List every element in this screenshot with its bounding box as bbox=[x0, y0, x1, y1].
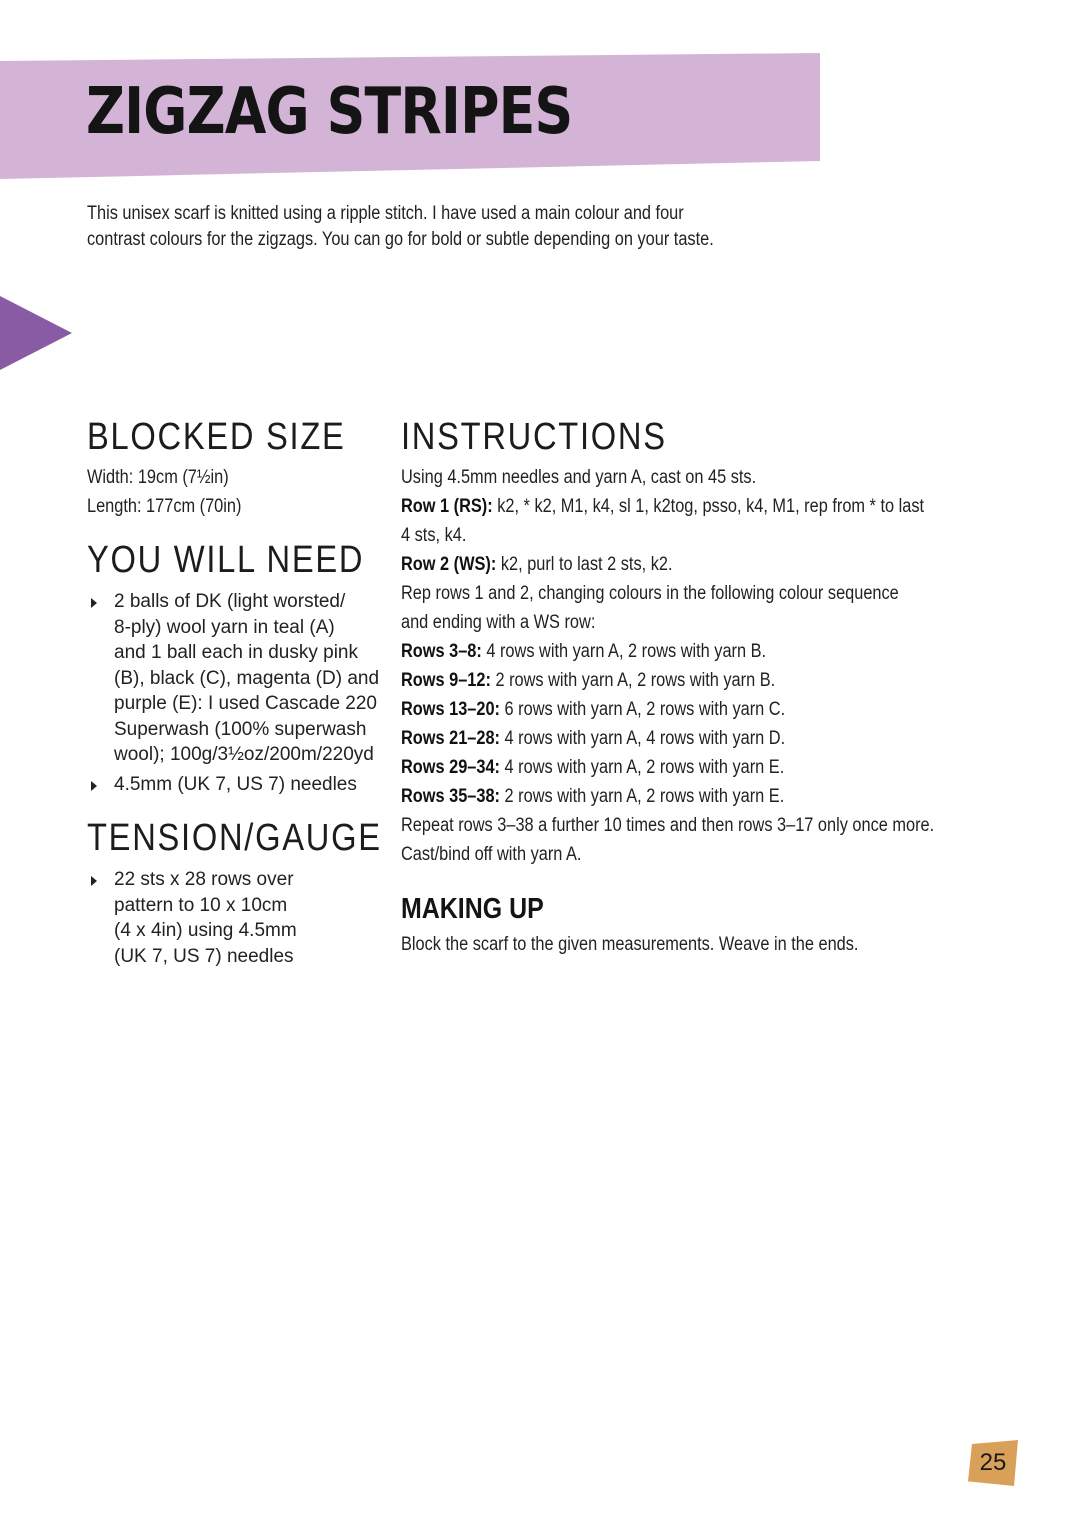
making-up-heading: MAKING UP bbox=[401, 893, 544, 925]
row-text: 2 rows with yarn A, 2 rows with yarn B. bbox=[490, 670, 776, 691]
cast-off-line: Cast/bind off with yarn A. bbox=[401, 844, 582, 865]
instructions-body bbox=[401, 463, 934, 869]
tension-heading: TENSION/GAUGE bbox=[87, 817, 382, 859]
row-text: 4 rows with yarn A, 2 rows with yarn B. bbox=[481, 641, 767, 662]
bullet-icon bbox=[91, 598, 97, 608]
left-column bbox=[87, 414, 387, 969]
list-item-line: pattern to 10 x 10cm bbox=[114, 894, 288, 916]
blocked-size-section bbox=[87, 463, 345, 521]
page-number: 25 bbox=[979, 1449, 1007, 1476]
list-item-line: purple (E): I used Cascade 220 bbox=[114, 693, 377, 714]
row-label: Rows 3–8: bbox=[401, 641, 482, 662]
repeat-instruction-line: Rep rows 1 and 2, changing colours in the following colour sequence bbox=[401, 583, 899, 604]
row-sequence-line bbox=[401, 724, 934, 753]
instructions-heading: INSTRUCTIONS bbox=[401, 416, 667, 458]
repeat-line: Repeat rows 3–38 a further 10 times and then rows 3–17 only once more. bbox=[401, 815, 935, 836]
list-item-line: wool); 100g/3½oz/200m/220yd bbox=[114, 744, 374, 765]
blocked-size-length: Length: 177cm (70in) bbox=[87, 496, 242, 517]
list-item bbox=[87, 772, 387, 798]
list-item-line: 8-ply) wool yarn in teal (A) bbox=[114, 616, 335, 638]
list-item-line: and 1 ball each in dusky pink bbox=[114, 642, 358, 663]
row-label: Rows 13–20: bbox=[401, 699, 501, 720]
list-item-line: (B), black (C), magenta (D) and bbox=[114, 667, 380, 689]
page-title: ZIGZAG STRIPES bbox=[86, 75, 573, 149]
list-item-line: 2 balls of DK (light worsted/ bbox=[114, 591, 346, 612]
row-label: Rows 21–28: bbox=[401, 728, 501, 749]
row-sequence-line bbox=[401, 666, 934, 695]
row-2-line bbox=[401, 550, 934, 579]
intro-line: contrast colours for the zigzags. You can go for bold or subtle depending on your taste. bbox=[87, 229, 714, 250]
bullet-icon bbox=[91, 781, 97, 791]
row-text: k2, purl to last 2 sts, k2. bbox=[496, 554, 673, 575]
row-text: 4 rows with yarn A, 2 rows with yarn E. bbox=[500, 757, 785, 778]
row-sequence-line bbox=[401, 753, 934, 782]
row-sequence-line bbox=[401, 637, 934, 666]
row-sequence-line bbox=[401, 695, 934, 724]
row-sequence-line bbox=[401, 782, 934, 811]
right-column bbox=[401, 414, 1021, 959]
row-1-continuation: 4 sts, k4. bbox=[401, 525, 467, 546]
row-text: 6 rows with yarn A, 2 rows with yarn C. bbox=[500, 699, 786, 720]
list-item-line: Superwash (100% superwash bbox=[114, 718, 367, 740]
tension-list bbox=[87, 867, 387, 969]
cast-on-line: Using 4.5mm needles and yarn A, cast on 45 sts. bbox=[401, 467, 757, 488]
row-label: Row 1 (RS): bbox=[401, 496, 493, 517]
row-text: 4 rows with yarn A, 4 rows with yarn D. bbox=[500, 728, 786, 749]
row-1-line bbox=[401, 492, 934, 521]
row-text: 2 rows with yarn A, 2 rows with yarn E. bbox=[500, 786, 785, 807]
you-will-need-list bbox=[87, 589, 387, 797]
row-label: Row 2 (WS): bbox=[401, 554, 497, 575]
list-item bbox=[87, 867, 387, 969]
row-text: k2, * k2, M1, k4, sl 1, k2tog, psso, k4, M1, rep from * to last bbox=[492, 496, 925, 517]
you-will-need-heading: YOU WILL NEED bbox=[87, 539, 365, 581]
decorative-triangle-icon bbox=[0, 296, 72, 370]
repeat-instruction-line: and ending with a WS row: bbox=[401, 612, 596, 633]
making-up-body bbox=[401, 930, 934, 959]
row-label: Rows 29–34: bbox=[401, 757, 501, 778]
list-item-line: 4.5mm (UK 7, US 7) needles bbox=[114, 773, 357, 795]
list-item-line: (UK 7, US 7) needles bbox=[114, 945, 294, 967]
list-item-line: 22 sts x 28 rows over bbox=[114, 869, 294, 890]
list-item bbox=[87, 589, 387, 768]
intro-line: This unisex scarf is knitted using a ripple stitch. I have used a main colour and four bbox=[87, 203, 684, 224]
row-label: Rows 35–38: bbox=[401, 786, 501, 807]
list-item-line: (4 x 4in) using 4.5mm bbox=[114, 920, 297, 941]
intro-paragraph bbox=[87, 201, 741, 253]
row-label: Rows 9–12: bbox=[401, 670, 491, 691]
blocked-size-heading: BLOCKED SIZE bbox=[87, 416, 346, 458]
making-up-text: Block the scarf to the given measurements. Weave in the ends. bbox=[401, 934, 859, 955]
bullet-icon bbox=[91, 876, 97, 886]
blocked-size-width: Width: 19cm (7½in) bbox=[87, 467, 229, 488]
